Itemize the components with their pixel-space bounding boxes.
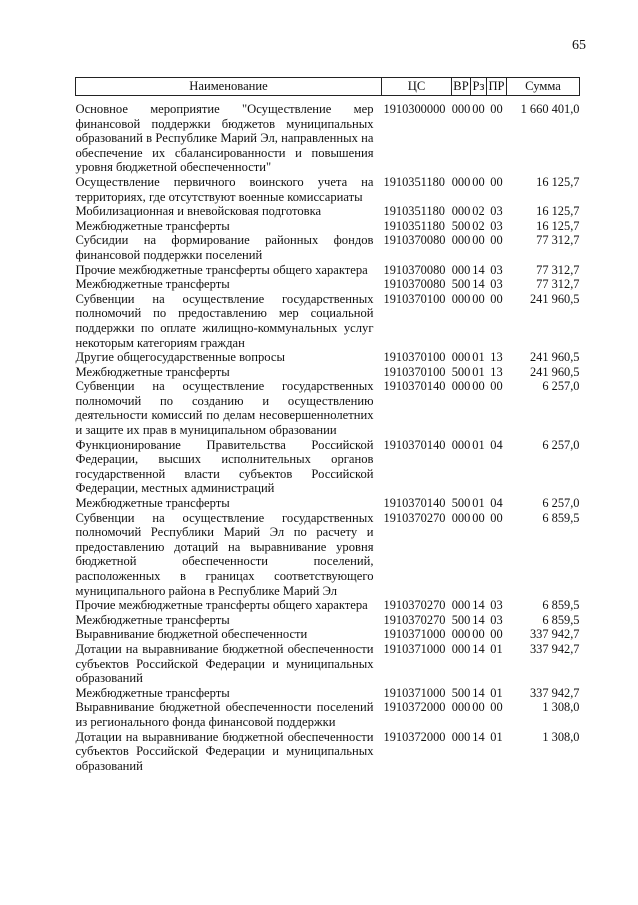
table-row [76,292,580,350]
cell-sum: 337 942,7 [529,627,580,642]
cell-vr: 500 [451,364,471,379]
cell-rz: 01 [472,496,485,511]
cell-cs: 1910370140 [383,379,446,394]
cell-sum: 77 312,7 [536,233,580,248]
cell-name: Дотации на выравнивание бюджетной обеспеченности субъектов Российской Федерации и муниципальных образований [75,729,374,773]
table-row [76,686,580,701]
table-row [76,263,580,278]
cell-rz: 00 [472,233,485,248]
cell-cs: 1910371000 [383,685,446,700]
cell-pr: 00 [490,174,503,189]
cell-pr: 00 [490,102,503,116]
cell-name: Межбюджетные трансферты [75,685,230,700]
cell-vr: 000 [451,729,471,744]
cell-pr: 01 [490,729,503,744]
cell-rz: 14 [472,262,485,277]
cell-vr: 000 [451,204,471,219]
cell-cs: 1910371000 [383,627,446,642]
cell-name: Межбюджетные трансферты [75,218,230,233]
cell-cs: 1910351180 [383,204,445,219]
header-sum: Сумма [507,78,580,96]
cell-name: Субвенции на осуществление государственных полномочий по созданию и осуществлению деятельности комиссий по делам несовершеннолетних и защите их прав в муниципальном образовании [75,379,374,438]
table-row [76,175,580,204]
cell-cs: 1910351180 [383,218,445,233]
cell-pr: 13 [490,364,503,379]
header-rz: Рз [471,78,487,96]
table-row [76,627,580,642]
cell-vr: 500 [451,496,471,511]
cell-name: Выравнивание бюджетной обеспеченности [75,627,308,642]
cell-rz: 14 [472,685,485,700]
cell-rz: 00 [472,379,485,394]
cell-cs: 1910370080 [383,262,446,277]
cell-cs: 1910370140 [383,496,446,511]
cell-rz: 00 [472,510,485,525]
cell-name: Дотации на выравнивание бюджетной обеспеченности субъектов Российской Федерации и муниципальных образований [75,641,374,686]
table-row [76,598,580,613]
page-number: 65 [572,38,586,53]
cell-pr: 00 [490,233,503,248]
cell-name: Субвенции на осуществление государственных полномочий Республики Марий Эл по расчету и предоставлению дотаций на выравнивание уровня бюджетной обеспеченности поселений, расположенных в границах соответствующего муниципального района в Республике Марий Эл [75,510,374,598]
cell-rz: 00 [472,291,485,306]
cell-cs: 1910370100 [383,364,446,379]
table-row [76,365,580,380]
cell-vr: 500 [451,277,471,292]
cell-rz: 01 [472,350,485,365]
table-row [76,730,580,774]
cell-name: Межбюджетные трансферты [75,496,230,511]
cell-name: Прочие межбюджетные трансферты общего характера [75,262,368,277]
cell-pr: 03 [490,277,503,292]
cell-rz: 00 [472,700,485,715]
cell-pr: 13 [490,350,503,365]
cell-sum: 337 942,7 [529,685,580,700]
cell-sum: 1 660 401,0 [520,102,580,116]
cell-name: Субвенции на осуществление государственных полномочий по предоставлению мер социальной поддержки по оплате жилищно-коммунальных услуг некоторым категориям граждан [75,291,374,350]
table-row [76,700,580,729]
cell-cs: 1910370270 [383,510,446,525]
cell-name: Другие общегосударственные вопросы [75,350,285,365]
header-name: Наименование [76,78,382,96]
cell-name: Межбюджетные трансферты [75,364,230,379]
cell-cs: 1910370100 [383,350,446,365]
cell-sum: 16 125,7 [536,204,580,219]
table-header [76,78,580,96]
table-row [76,642,580,686]
cell-cs: 1910370080 [383,277,446,292]
cell-name: Функционирование Правительства Российской Федерации, высших исполнительных органов государственной власти субъектов Российской Федерации, местных администраций [75,437,374,496]
cell-pr: 00 [490,627,503,642]
cell-sum: 6 257,0 [542,379,580,394]
cell-vr: 000 [451,437,471,452]
cell-cs: 1910370270 [383,598,446,613]
cell-sum: 241 960,5 [529,350,580,365]
table-body [76,96,580,774]
cell-rz: 01 [472,364,485,379]
cell-sum: 337 942,7 [529,641,580,656]
cell-cs: 1910300000 [383,102,446,116]
cell-sum: 1 308,0 [542,729,580,744]
cell-pr: 04 [490,496,503,511]
table-row [76,511,580,599]
cell-rz: 02 [472,204,485,219]
header-vr: ВР [452,78,471,96]
cell-pr: 03 [490,204,503,219]
cell-rz: 14 [472,598,485,613]
cell-sum: 241 960,5 [529,291,580,306]
cell-rz: 14 [472,277,485,292]
cell-rz: 00 [472,174,485,189]
table-row [76,277,580,292]
cell-cs: 1910372000 [383,729,446,744]
cell-pr: 00 [490,700,503,715]
table-row [76,233,580,262]
cell-cs: 1910370270 [383,612,446,627]
table-row [76,379,580,437]
cell-sum: 77 312,7 [536,262,580,277]
cell-pr: 03 [490,612,503,627]
cell-pr: 04 [490,437,503,452]
cell-sum: 16 125,7 [536,174,580,189]
cell-vr: 000 [451,379,471,394]
cell-sum: 6 257,0 [542,496,580,511]
cell-cs: 1910370080 [383,233,446,248]
cell-vr: 000 [451,291,471,306]
cell-name: Выравнивание бюджетной обеспеченности поселений из регионального фонда финансовой поддержки [75,700,374,729]
cell-sum: 6 859,5 [542,598,580,613]
cell-name: Субсидии на формирование районных фондов финансовой поддержки поселений [75,233,374,262]
cell-name: Осуществление первичного воинского учета на территориях, где отсутствуют военные комиссариаты [75,174,374,204]
table-row [76,219,580,234]
cell-sum: 77 312,7 [536,277,580,292]
cell-vr: 000 [451,262,471,277]
cell-cs: 1910370140 [383,437,446,452]
cell-name: Прочие межбюджетные трансферты общего характера [75,598,368,613]
cell-rz: 02 [472,218,485,233]
table-row [76,613,580,628]
budget-table [75,77,580,773]
cell-name: Межбюджетные трансферты [75,612,230,627]
cell-pr: 00 [490,379,503,394]
cell-name: Межбюджетные трансферты [75,277,230,292]
cell-pr: 01 [490,685,503,700]
table-row [76,204,580,219]
table-row [76,438,580,496]
cell-rz: 14 [472,641,485,656]
cell-sum: 241 960,5 [529,364,580,379]
cell-rz: 14 [472,612,485,627]
cell-rz: 00 [472,102,485,116]
cell-pr: 03 [490,262,503,277]
cell-vr: 000 [451,598,471,613]
cell-cs: 1910351180 [383,174,445,189]
cell-vr: 500 [451,218,471,233]
cell-vr: 000 [451,102,471,116]
cell-vr: 000 [451,641,471,656]
cell-rz: 14 [472,729,485,744]
cell-cs: 1910371000 [383,641,446,656]
table-row [76,350,580,365]
cell-vr: 000 [451,627,471,642]
cell-name: Основное мероприятие "Осуществление мер финансовой поддержки бюджетов муниципальных образований в Республике Марий Эл, направленных на обеспечение их сбалансированности и повышения уровня бюджетной обеспеченности" [75,102,374,175]
cell-rz: 01 [472,437,485,452]
cell-pr: 03 [490,598,503,613]
table-row [76,496,580,511]
cell-vr: 000 [451,174,471,189]
cell-sum: 6 859,5 [542,612,580,627]
cell-vr: 000 [451,233,471,248]
cell-sum: 6 859,5 [542,510,580,525]
cell-pr: 00 [490,510,503,525]
cell-vr: 500 [451,685,471,700]
table-row [76,96,580,175]
cell-vr: 000 [451,510,471,525]
cell-pr: 03 [490,218,503,233]
header-pr: ПР [487,78,507,96]
cell-sum: 6 257,0 [542,437,580,452]
cell-pr: 01 [490,641,503,656]
cell-sum: 16 125,7 [536,218,580,233]
cell-pr: 00 [490,291,503,306]
header-cs: ЦС [382,78,452,96]
cell-rz: 00 [472,627,485,642]
cell-cs: 1910372000 [383,700,446,715]
cell-vr: 000 [451,350,471,365]
cell-sum: 1 308,0 [542,700,580,715]
cell-vr: 000 [451,700,471,715]
cell-name: Мобилизационная и вневойсковая подготовка [75,204,322,219]
cell-vr: 500 [451,612,471,627]
cell-cs: 1910370100 [383,291,446,306]
